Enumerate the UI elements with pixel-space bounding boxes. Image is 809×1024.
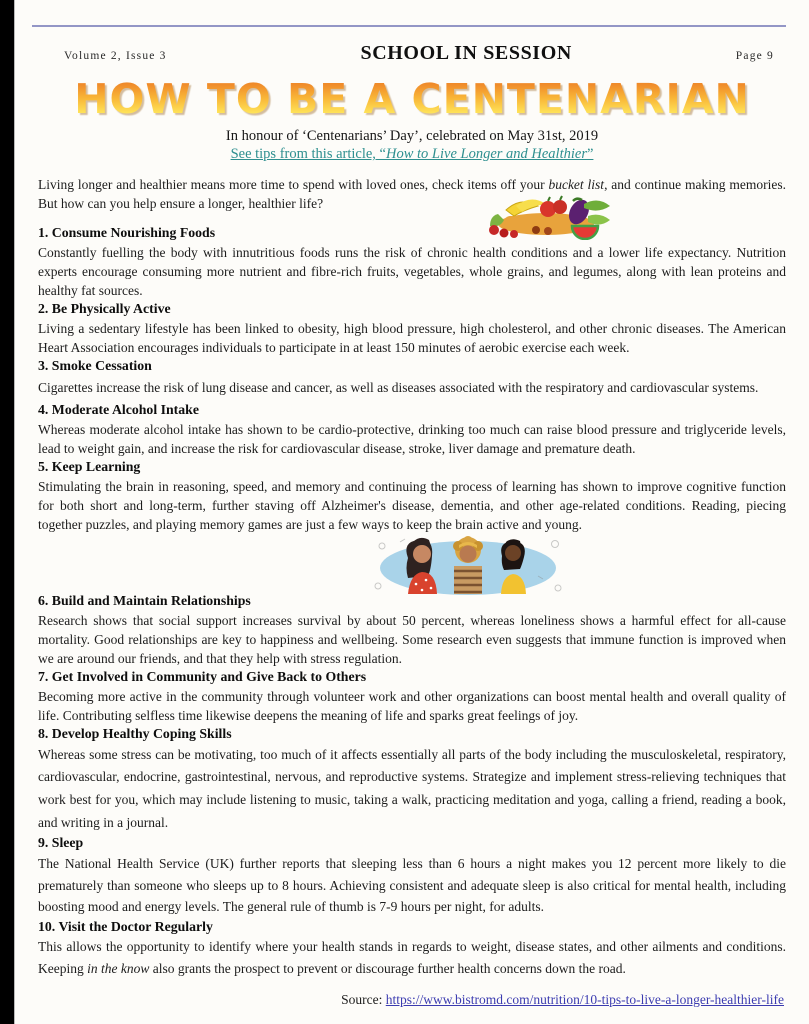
source-url-link[interactable]: https://www.bistromd.com/nutrition/10-tips-to-live-a-longer-healthier-life xyxy=(385,991,784,1007)
headline-title: HOW TO BE A CENTENARIAN xyxy=(38,79,786,120)
section-body xyxy=(38,477,786,534)
body-text: Research shows that social support increases survival by about 50 percent, whereas loneliness shows a harmful effect for all-cause mortality. Good relationships are key to happiness and wellbeing. Some research even suggests that immune function is improved when we are around our friends, and that they help with stress regulation. xyxy=(38,612,786,666)
section-body xyxy=(38,687,786,725)
source-label: Source: xyxy=(341,991,386,1007)
body-text: Whereas some stress can be motivating, too much of it affects essentially all parts of the body including the musculoskeletal, respiratory, cardiovascular, endocrine, gastrointestinal, nervous, and reproductive systems. Strategize and implement stress-relieving techniques that work best for you, which may include listening to music, taking a walk, practicing meditation and yoga, calling a friend, reading a book, and writing in a journal. xyxy=(38,746,786,830)
body-text: Whereas moderate alcohol intake has shown to be cardio-protective, drinking too much can raise blood pressure and triglyceride levels, lead to weight gain, and increase the risk for cardiovascular disease, stroke, liver damage and premature death. xyxy=(38,421,786,456)
newsletter-page xyxy=(38,0,786,1024)
article-link-title: How to Live Longer and Healthier xyxy=(386,146,587,162)
section-body xyxy=(38,319,786,357)
section-heading: 7. Get Involved in Community and Give Back to Others xyxy=(38,669,367,685)
body-text: Cigarettes increase the risk of lung disease and cancer, as well as diseases associated with the respiratory and cardiovascular systems. xyxy=(38,379,759,395)
italic-phrase: in the know xyxy=(87,960,150,976)
header-rule xyxy=(32,25,786,27)
section-body xyxy=(38,420,786,458)
article-section xyxy=(38,834,786,917)
article-section xyxy=(38,300,786,357)
body-text: Living a sedentary lifestyle has been linked to obesity, high blood pressure, high cholesterol, and other chronic diseases. The American Heart Association encourages individuals to participate in at least 150 minutes of aerobic exercise each week. xyxy=(38,321,786,356)
section-body xyxy=(38,744,786,835)
intro-text: Living longer and healthier means more time to spend with loved ones, check items off your xyxy=(38,177,549,192)
section-body xyxy=(38,243,786,300)
section-body xyxy=(38,376,786,401)
intro-text-2: , and continue making memories. But how can you help ensure a longer, healthier life? xyxy=(38,177,787,212)
page-number: Page 9 xyxy=(735,50,774,62)
fruit-basket-image xyxy=(476,192,616,240)
section-heading: 2. Be Physically Active xyxy=(38,301,171,317)
sections-1-5 xyxy=(38,224,786,534)
article-section xyxy=(38,224,786,300)
women-illustration-image xyxy=(370,536,566,596)
section-heading: 1. Consume Nourishing Foods xyxy=(38,225,216,241)
section-heading: 6. Build and Maintain Relationships xyxy=(38,592,251,608)
article-section xyxy=(38,357,786,401)
body-text: Stimulating the brain in reasoning, speed, and memory and continuing the process of learning has shown to improve cognitive function for both short and long-term, further staving off Alzheimer's disease, dementia, and other age-related conditions. Reading, piecing together puzzles, and playing memory games are just a few ways to keep the brain active and young. xyxy=(38,478,786,532)
article-section xyxy=(38,401,786,458)
article-body xyxy=(38,175,786,1009)
section-heading: 9. Sleep xyxy=(38,835,84,851)
article-section xyxy=(38,668,786,725)
article-section xyxy=(38,725,786,834)
body-text: also grants the prospect to prevent or discourage further health concerns down the road. xyxy=(149,960,626,976)
source-line xyxy=(38,990,786,1009)
section-body xyxy=(38,936,786,979)
dedication-line: In honour of ‘Centenarians’ Day’, celebrated on May 31st, 2019 xyxy=(225,128,599,144)
article-tips-link[interactable] xyxy=(38,146,786,163)
section-heading: 8. Develop Healthy Coping Skills xyxy=(38,726,232,741)
body-text: Becoming more active in the community through volunteer work and other organizations can boost mental health and overall quality of life. Contributing selfless time likewise deepens the meaning of life and sparks great feelings of joy. xyxy=(38,688,786,723)
article-section xyxy=(38,592,786,668)
newsletter-title: SCHOOL IN SESSION xyxy=(360,42,572,64)
article-section xyxy=(38,458,786,534)
section-body xyxy=(38,853,786,918)
section-heading: 5. Keep Learning xyxy=(38,458,141,474)
scanned-page-edge xyxy=(0,0,15,1024)
section-heading: 3. Smoke Cessation xyxy=(38,358,152,374)
body-text: Constantly fuelling the body with innutritious foods runs the risk of chronic health conditions and a lower life expectancy. Nutrition experts encourage consuming more nutrient and fibre-rich fruits, vegetables, whole grains, and legumes, along with lean proteins and healthy fat sources. xyxy=(38,244,786,299)
body-text: This allows the opportunity to identify where your health stands in regards to weight, disease states, and other ailments and conditions. Keeping xyxy=(38,939,786,976)
section-body xyxy=(38,611,786,668)
volume-issue-label: Volume 2, Issue 3 xyxy=(64,50,167,62)
masthead xyxy=(38,42,786,65)
intro-italic-phrase: bucket list xyxy=(548,177,605,192)
article-link-suffix: ” xyxy=(586,146,594,162)
article-section xyxy=(38,918,786,980)
article-link-text: See tips from this article, “ xyxy=(230,146,386,162)
section-heading: 10. Visit the Doctor Regularly xyxy=(38,918,213,934)
section-heading: 4. Moderate Alcohol Intake xyxy=(38,401,199,417)
intro-paragraph xyxy=(38,175,786,213)
sections-6-10 xyxy=(38,592,786,980)
body-text: The National Health Service (UK) further reports that sleeping less than 6 hours a night makes you 12 percent more likely to die prematurely than someone who sleeps up to 8 hours. Achieving consistent and adequate sleep is also critical for mental health, including boosting mood and energy levels. The general rule of thumb is 7-9 hours per night, for adults. xyxy=(38,855,786,915)
